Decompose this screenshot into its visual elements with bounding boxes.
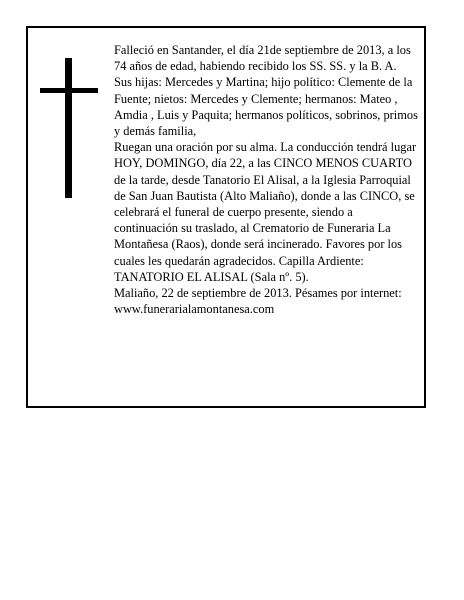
family-paragraph: Sus hijas: Mercedes y Martina; hijo político: Clemente de la Fuente; nietos: Mercedes y Clemente; hermanos: Mateo , Amdia , Luis y Paquita; hermanos políticos, sobrinos, primos y demás familia, xyxy=(114,75,418,139)
obituary-text xyxy=(114,42,418,317)
funeral-details-paragraph: Ruegan una oración por su alma. La conducción tendrá lugar HOY, DOMINGO, día 22, a las CINCO MENOS CUARTO de la tarde, desde Tanatorio El Alisal, a la Iglesia Parroquial de San Juan Bautista (Alto Maliaño), donde a las CINCO, se celebrará el funeral de cuerpo presente, siendo a continuación su traslado, al Crematorio de Funeraria La Montañesa (Raos), donde será incinerado. Favores por los cuales les quedarán agradecidos. Capilla Ardiente: TANATORIO EL ALISAL (Sala nº. 5). xyxy=(114,140,417,284)
cross-vertical-bar xyxy=(65,58,72,198)
place-date-condolences-paragraph: Maliaño, 22 de septiembre de 2013. Pésames por internet: www.funerarialamontanesa.com xyxy=(114,286,402,317)
latin-cross-icon xyxy=(40,58,98,198)
death-announcement-paragraph: Falleció en Santander, el día 21de septiembre de 2013, a los 74 años de edad, habiendo recibido los SS. SS. y la B. A. xyxy=(114,43,411,74)
obituary-notice xyxy=(26,26,426,408)
cross-horizontal-bar xyxy=(40,88,98,93)
